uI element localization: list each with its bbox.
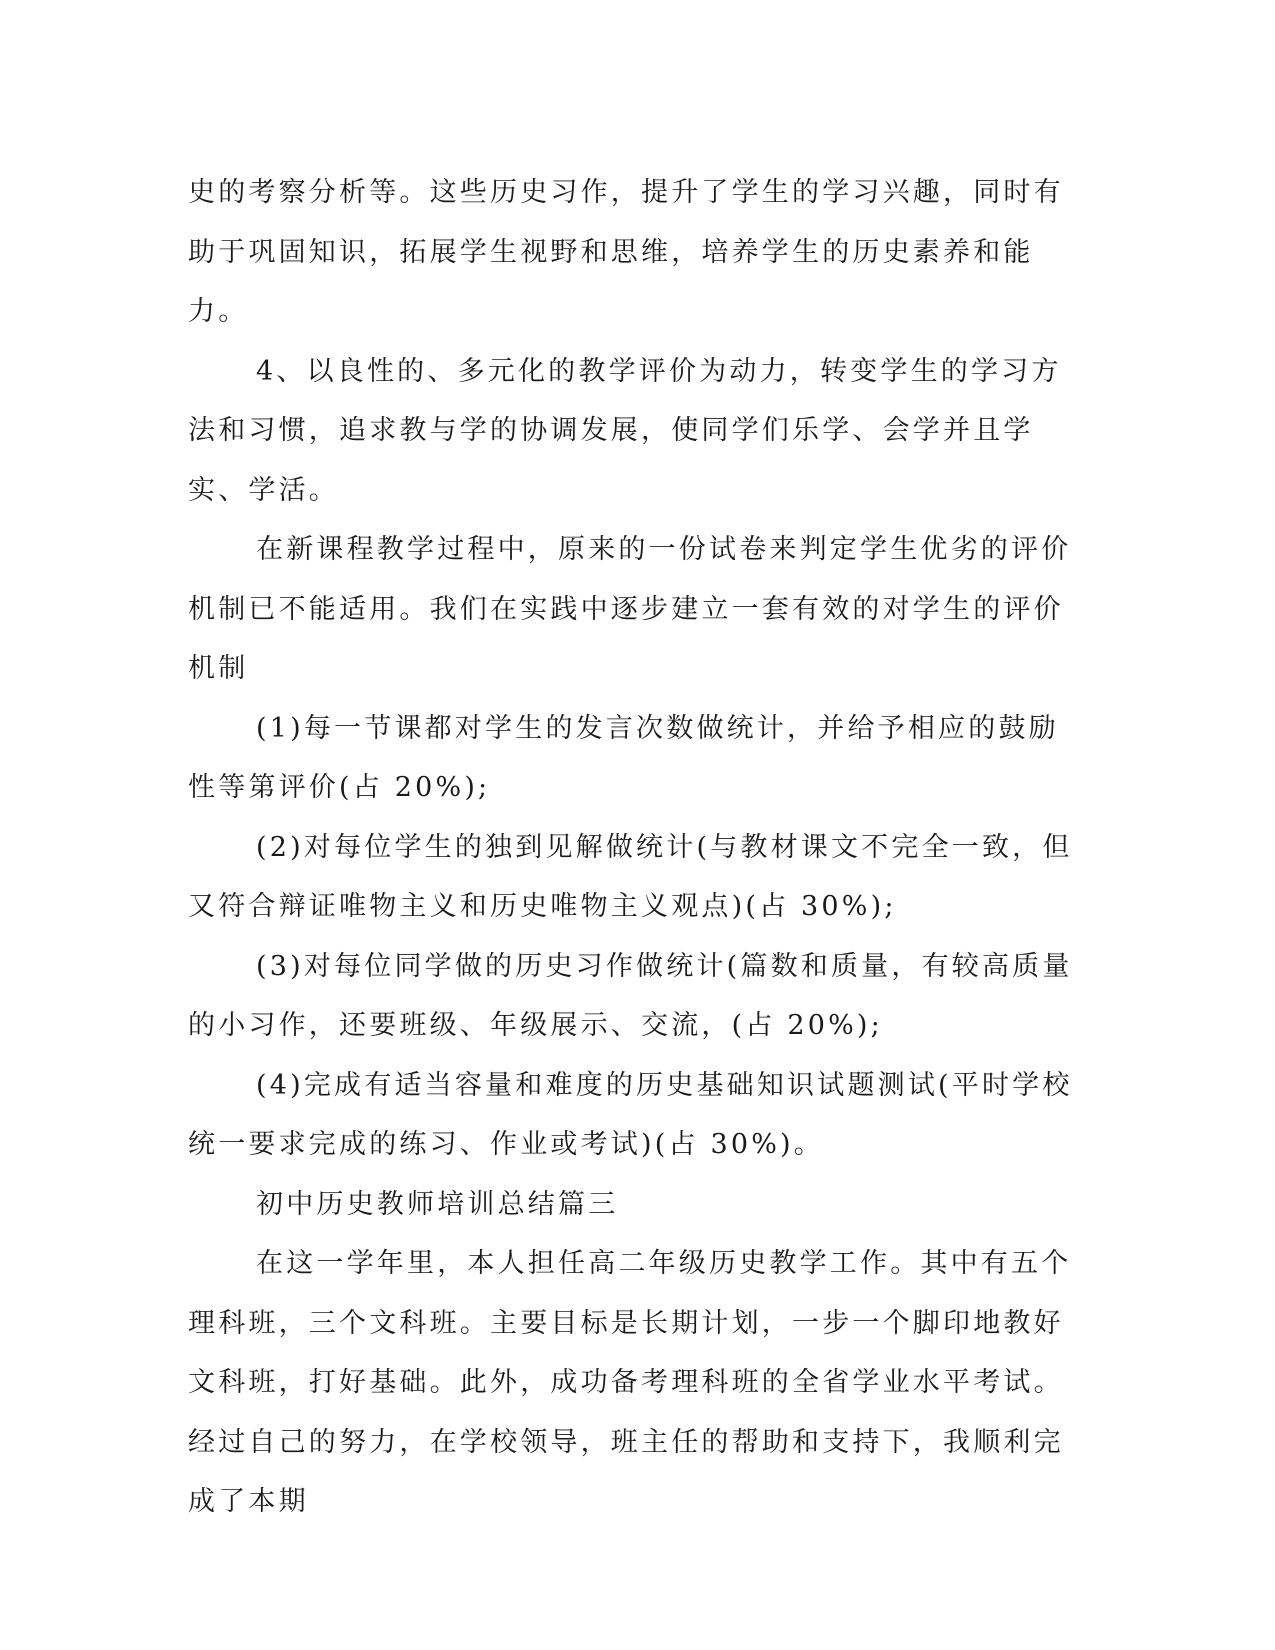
paragraph-evaluation-mechanism: 在新课程教学过程中，原来的一份试卷来判定学生优劣的评价机制已不能适用。我们在实践中逐步建立一套有效的对学生的评价机制 xyxy=(188,534,1072,684)
paragraph-history-essays: 史的考察分析等。这些历史习作，提升了学生的学习兴趣，同时有助于巩固知识，拓展学生视野和思维，培养学生的历史素养和能力。 xyxy=(188,177,1064,327)
paragraph-item-1: (1)每一节课都对学生的发言次数做统计，并给予相应的鼓励性等第评价(占 20%); xyxy=(188,712,1059,803)
paragraph-school-year: 在这一学年里，本人担任高二年级历史教学工作。其中有五个理科班，三个文科班。主要目标是长期计划，一步一个脚印地教好文科班，打好基础。此外，成功备考理科班的全省学业水平考试。经过自己的努力，在学校领导，班主任的帮助和支持下，我顺利完成了本期 xyxy=(188,1248,1072,1517)
paragraph-item-2: (2)对每位学生的独到见解做统计(与教材课文不完全一致，但又符合辩证唯物主义和历史唯物主义观点)(占 30%); xyxy=(188,831,1073,922)
paragraph-item-3: (3)对每位同学做的历史习作做统计(篇数和质量，有较高质量的小习作，还要班级、年级展示、交流，(占 20%); xyxy=(188,950,1073,1041)
paragraph-item-4: (4)完成有适当容量和难度的历史基础知识试题测试(平时学校统一要求完成的练习、作业或考试)(占 30%)。 xyxy=(188,1069,1073,1160)
section-heading: 初中历史教师培训总结篇三 xyxy=(256,1188,619,1220)
paragraph-evaluation-motivation: 4、以良性的、多元化的教学评价为动力，转变学生的学习方法和习惯，追求教与学的协调发展，使同学们乐学、会学并且学实、学活。 xyxy=(188,355,1062,506)
document-body xyxy=(188,163,1078,1532)
